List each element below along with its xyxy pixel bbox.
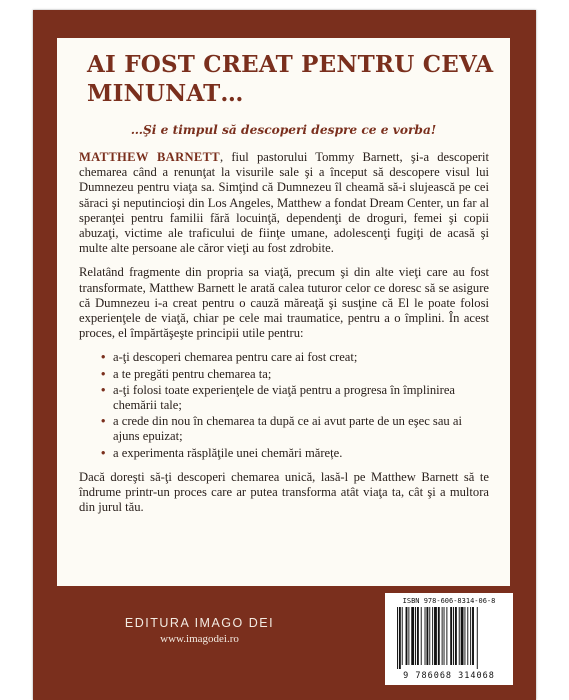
ean-number: 9 786068 314068: [403, 671, 495, 681]
bullet-icon: •: [101, 445, 106, 460]
paragraph-closing: Dacă doreşti să-ţi descoperi chemarea unică, lasă-l pe Matthew Barnett să te îndrume printr-un proces care ar putea transforma atât viaţa ta, cât şi a multora din jurul tău.: [79, 469, 489, 515]
bullet-icon: •: [101, 414, 106, 429]
paragraph-summary: Relatând fragmente din propria sa viaţă, precum şi din alte vieţi care au fost transformate, Matthew Barnett le arată calea tuturor celor ce doresc să se asigure că Dumnezeu i-a creat pentru o cauză măreaţă şi susţine că El le poate folosi experienţele de viaţă, chiar pe cele mai traumatice, pentru a o împlini. În acest proces, el împărtăşeşte principii utile pentru:: [79, 265, 489, 341]
text-panel: [57, 38, 510, 586]
isbn-text: ISBN 978-606-8314-06-8: [402, 597, 496, 605]
back-cover: [33, 10, 536, 700]
bullet-icon: •: [101, 366, 106, 381]
author-name: MATTHEW BARNETT: [79, 150, 220, 164]
paragraph-author: [79, 150, 489, 256]
list-item-text: a te pregăti pentru chemarea ta;: [113, 366, 272, 381]
book-headline: AI FOST CREAT PENTRU CEVA MINUNAT…: [87, 51, 494, 107]
bullet-icon: •: [101, 382, 106, 397]
barcode-icon: [395, 607, 503, 669]
list-item: [101, 446, 489, 461]
bullet-icon: •: [101, 350, 106, 365]
list-item-text: a crede din nou în chemarea ta după ce ai avut parte de un eşec sau ai ajuns epuizat;: [113, 414, 462, 444]
book-tagline: …Şi e timpul să descoperi despre ce e vorba!: [130, 123, 437, 137]
barcode-label: [385, 593, 513, 685]
description: [79, 150, 489, 524]
list-item: [101, 383, 489, 413]
list-item: [101, 414, 489, 444]
list-item: [101, 367, 489, 382]
list-item-text: a-ţi descoperi chemarea pentru care ai fost creat;: [113, 350, 358, 365]
list-item: [101, 350, 489, 365]
list-item-text: a-ţi folosi toate experienţele de viaţă pentru a progresa în împlinirea chemării tale;: [113, 382, 455, 413]
publisher-website: www.imagodei.ro: [160, 633, 239, 645]
principles-list: [79, 350, 489, 460]
list-item-text: a experimenta răsplăţile unei chemări mărețe.: [113, 445, 343, 460]
publisher-name: EDITURA IMAGO DEI: [124, 616, 275, 630]
paragraph-author-text: , fiul pastorului Tommy Barnett, şi-a descoperit chemarea când a renunţat la visurile sale şi a început să descopere visul lui Dumnezeu pentru viaţa sa. Simţind că Dumnezeu îl cheamă să-i slujească pe cei săraci şi neputincioşi din Los Angeles, Matthew a fondat Dream Center, un far al speranţei pentru familii fără locuinţă, dependenţi de droguri, femei şi copii abuzaţi, victime ale traficului de fiinţe umane, adolescenţi fugiţi de acasă şi multe alte persoane ale căror vieţi au fost zdrobite.: [79, 150, 489, 256]
